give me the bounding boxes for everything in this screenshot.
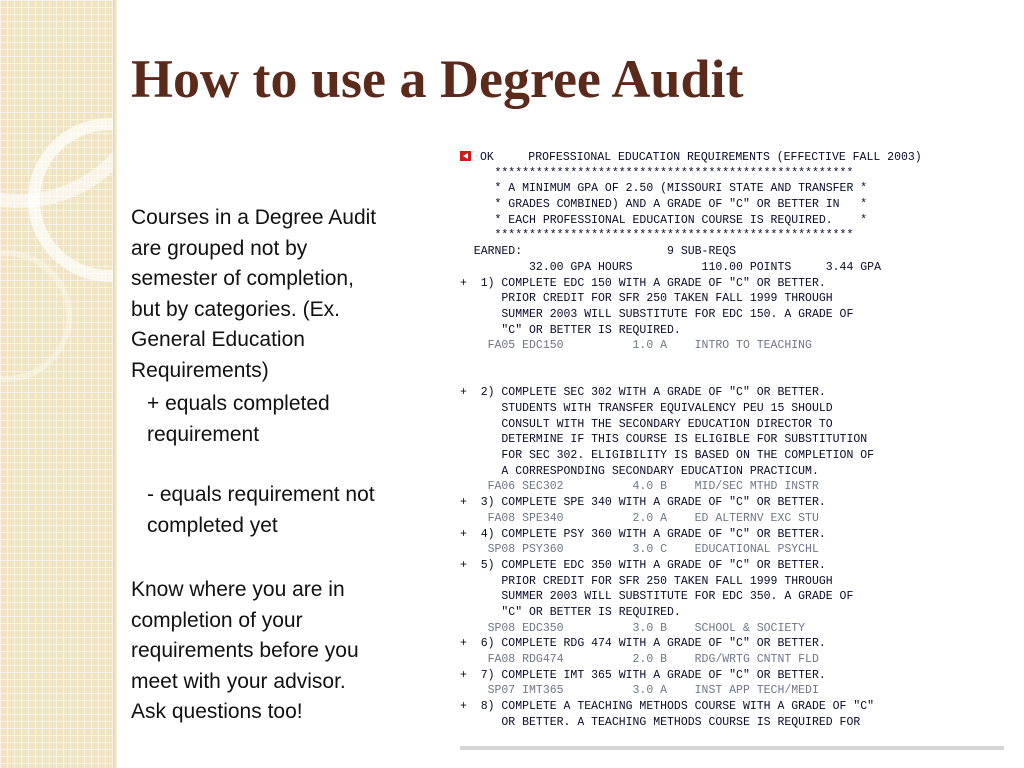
minus-legend bbox=[131, 480, 436, 541]
audit-line: PRIOR CREDIT FOR SFR 250 TAKEN FALL 1999 THROUGH bbox=[460, 292, 833, 306]
audit-line: CONSULT WITH THE SECONDARY EDUCATION DIRECTOR TO bbox=[460, 417, 833, 431]
text-line: requirements before you bbox=[131, 639, 359, 662]
audit-line: FOR SEC 302. ELIGIBILITY IS BASED ON THE COMPLETION OF bbox=[460, 449, 875, 463]
audit-course-line: FA08 SPE340 2.0 A ED ALTERNV EXC STU bbox=[460, 511, 819, 525]
audit-line: + 2) COMPLETE SEC 302 WITH A GRADE OF "C" OR BETTER. bbox=[460, 386, 826, 400]
audit-line: + 4) COMPLETE PSY 360 WITH A GRADE OF "C" OR BETTER. bbox=[460, 527, 826, 541]
audit-course-line: FA05 EDC150 1.0 A INTRO TO TEACHING bbox=[460, 339, 812, 353]
text-line: meet with your advisor. bbox=[131, 669, 346, 693]
audit-line: PRIOR CREDIT FOR SFR 250 TAKEN FALL 1999 THROUGH bbox=[460, 574, 833, 588]
explanation-text bbox=[131, 203, 436, 728]
audit-course-line: SP08 PSY360 3.0 C EDUCATIONAL PSYCHL bbox=[460, 543, 819, 557]
audit-line: "C" OR BETTER IS REQUIRED. bbox=[460, 605, 681, 619]
text-line: Know where you are in bbox=[131, 578, 345, 601]
text-line: are grouped not by bbox=[131, 236, 308, 260]
audit-line: + 6) COMPLETE RDG 474 WITH A GRADE OF "C" OR BETTER. bbox=[460, 637, 826, 651]
audit-line: + 8) COMPLETE A TEACHING METHODS COURSE WITH A GRADE OF "C" bbox=[460, 700, 875, 714]
plus-legend bbox=[131, 389, 436, 450]
text-line: Courses in a Degree Audit bbox=[131, 206, 377, 229]
text-line: Requirements) bbox=[131, 358, 269, 382]
text-line: completion of your bbox=[131, 608, 303, 632]
audit-course-line: SP07 IMT365 3.0 A INST APP TECH/MEDI bbox=[460, 684, 819, 698]
audit-line: * EACH PROFESSIONAL EDUCATION COURSE IS REQUIRED. * bbox=[460, 213, 868, 227]
audit-lines bbox=[460, 166, 1004, 731]
degree-audit-screenshot bbox=[460, 150, 1004, 750]
slide-title: How to use a Degree Audit bbox=[131, 49, 744, 109]
audit-course-line: FA06 SEC302 4.0 B MID/SEC MTHD INSTR bbox=[460, 480, 819, 494]
audit-line: + 3) COMPLETE SPE 340 WITH A GRADE OF "C" OR BETTER. bbox=[460, 496, 826, 510]
text-line: - equals requirement not bbox=[147, 483, 375, 506]
audit-line bbox=[460, 370, 1004, 386]
text-line: completed yet bbox=[147, 513, 278, 537]
audit-line: * A MINIMUM GPA OF 2.50 (MISSOURI STATE AND TRANSFER * bbox=[460, 182, 868, 196]
decorative-ring bbox=[0, 250, 72, 382]
audit-line: SUMMER 2003 WILL SUBSTITUTE FOR EDC 350. A GRADE OF bbox=[460, 590, 854, 604]
status-flag-icon bbox=[460, 151, 471, 161]
audit-line: + 7) COMPLETE IMT 365 WITH A GRADE OF "C" OR BETTER. bbox=[460, 668, 826, 682]
audit-line: **************************************************** bbox=[460, 166, 854, 180]
side-strip-edge bbox=[113, 0, 117, 768]
audit-line: DETERMINE IF THIS COURSE IS ELIGIBLE FOR SUBSTITUTION bbox=[460, 433, 868, 447]
audit-line: OR BETTER. A TEACHING METHODS COURSE IS REQUIRED FOR bbox=[460, 715, 861, 729]
audit-course-line: SP08 EDC350 3.0 B SCHOOL & SOCIETY bbox=[460, 621, 806, 635]
text-line: requirement bbox=[147, 422, 260, 446]
audit-line: "C" OR BETTER IS REQUIRED. bbox=[460, 323, 681, 337]
text-line: but by categories. (Ex. bbox=[131, 297, 340, 321]
audit-line bbox=[460, 354, 1004, 370]
audit-course-line: FA08 RDG474 2.0 B RDG/WRTG CNTNT FLD bbox=[460, 653, 819, 666]
audit-header: OK PROFESSIONAL EDUCATION REQUIREMENTS (EFFECTIVE FALL 2003) bbox=[480, 151, 922, 164]
audit-line: EARNED: 9 SUB-REQS bbox=[460, 245, 737, 259]
audit-line: SUMMER 2003 WILL SUBSTITUTE FOR EDC 150. A GRADE OF bbox=[460, 307, 854, 321]
audit-line: * GRADES COMBINED) AND A GRADE OF "C" OR BETTER IN * bbox=[460, 198, 868, 212]
decorative-side-strip bbox=[0, 0, 113, 768]
text-line: semester of completion, bbox=[131, 267, 354, 290]
audit-line: 32.00 GPA HOURS 110.00 POINTS 3.44 GPA bbox=[460, 260, 881, 274]
audit-line: **************************************************** bbox=[460, 229, 854, 243]
intro-paragraph bbox=[131, 203, 436, 386]
audit-line: A CORRESPONDING SECONDARY EDUCATION PRACTICUM. bbox=[460, 464, 819, 478]
advice-paragraph bbox=[131, 575, 436, 728]
text-line: Ask questions too! bbox=[131, 700, 303, 723]
audit-line: + 1) COMPLETE EDC 150 WITH A GRADE OF "C" OR BETTER. bbox=[460, 276, 826, 290]
audit-line: + 5) COMPLETE EDC 350 WITH A GRADE OF "C" OR BETTER. bbox=[460, 558, 826, 572]
text-line: General Education bbox=[131, 328, 305, 351]
text-line: + equals completed bbox=[147, 392, 330, 415]
audit-header-row bbox=[460, 150, 1004, 166]
audit-line: STUDENTS WITH TRANSFER EQUIVALENCY PEU 15 SHOULD bbox=[460, 402, 833, 415]
